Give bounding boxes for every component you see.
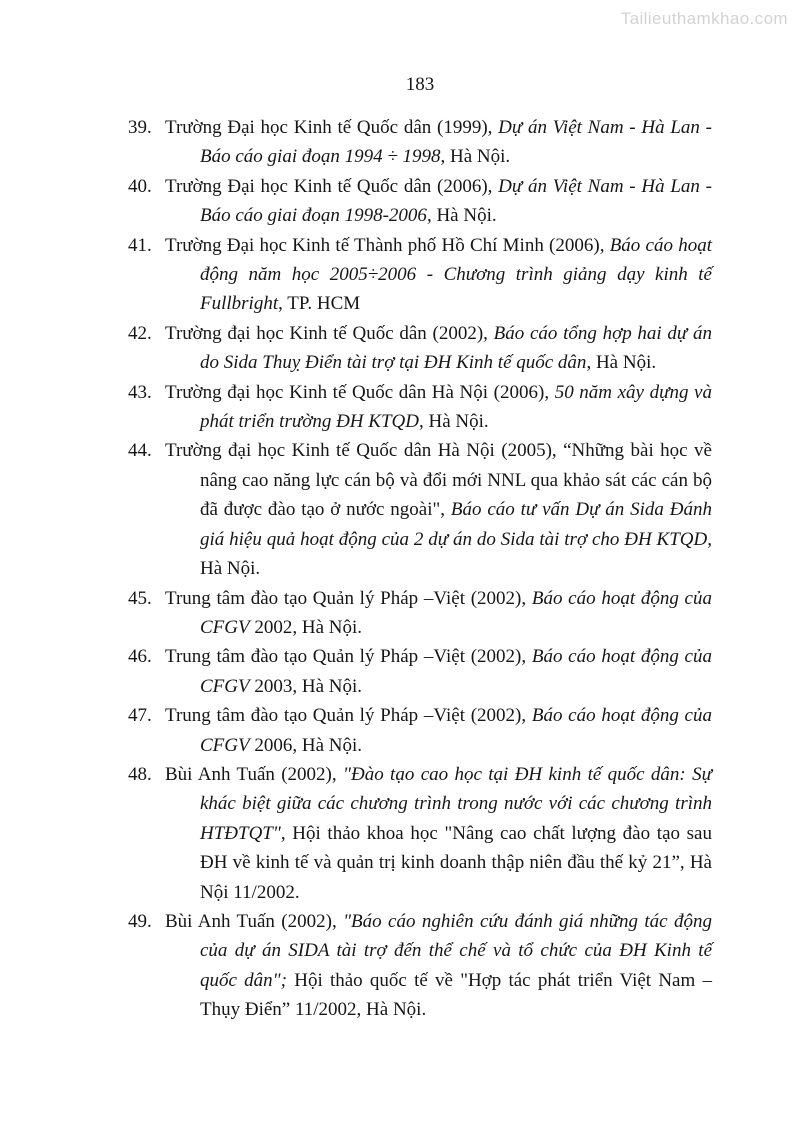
reference-text [165, 323, 712, 373]
reference-number: 43. [128, 381, 152, 403]
text-segment: Trung tâm đào tạo Quản lý Pháp –Việt (2002), [165, 646, 532, 668]
reference-list [128, 113, 712, 1025]
reference-entry [128, 113, 712, 172]
reference-entry [128, 584, 712, 643]
text-segment: Báo cáo tổng hợp hai dự án do Sida Thuỵ Điển tài trợ tại ĐH Kinh tế quốc dân [200, 322, 712, 374]
text-segment: Dự án Việt Nam - Hà Lan - Báo cáo giai đoạn 1998-2006 [200, 175, 712, 227]
text-segment: 2003, Hà Nội. [249, 675, 363, 697]
text-segment: Trung tâm đào tạo Quản lý Pháp –Việt (2002), [165, 705, 532, 727]
text-segment: 2006, Hà Nội. [249, 734, 363, 756]
reference-entry [128, 378, 712, 437]
reference-number: 41. [128, 234, 152, 256]
text-segment: Báo cáo hoạt động năm học 2005÷2006 - Chương trình giảng dạy kinh tế Fullbright [200, 234, 712, 315]
reference-text [165, 440, 712, 579]
reference-text [165, 382, 712, 432]
text-segment: , Hội thảo khoa học "Nâng cao chất lượng đào tạo sau ĐH về kinh tế và quản trị kinh doanh thập niên đầu thế kỷ 21”, Hà Nội 11/2002. [200, 822, 712, 903]
text-segment: 50 năm xây dựng và phát triển trường ĐH KTQD [200, 381, 712, 433]
text-segment: Trường Đại học Kinh tế Thành phố Hồ Chí Minh (2006), [165, 234, 610, 256]
text-segment: Trường đại học Kinh tế Quốc dân Hà Nội (2005), “Những bài học về nâng cao năng lực cán bộ và đổi mới NNL qua khảo sát các cán bộ đã được đào tạo ở nước ngoài", [165, 440, 712, 521]
text-segment: , Hà Nội. [586, 352, 657, 374]
reference-entry [128, 907, 712, 1025]
reference-text [165, 235, 712, 315]
text-segment: Hà Nội. [200, 558, 261, 580]
reference-text [165, 705, 712, 755]
text-segment: "Đào tạo cao học tại ĐH kinh tế quốc dân: Sự khác biệt giữa các chương trình trong nước với các chương trình HTĐTQT" [200, 763, 712, 844]
reference-number: 44. [128, 440, 152, 462]
reference-entry [128, 319, 712, 378]
reference-number: 49. [128, 910, 152, 932]
page-content [128, 0, 712, 1025]
reference-entry [128, 642, 712, 701]
reference-text [165, 176, 712, 226]
reference-text [165, 646, 712, 696]
text-segment: , Hà Nội. [426, 205, 497, 227]
reference-entry [128, 436, 712, 583]
text-segment: Bùi Anh Tuấn (2002), [165, 910, 344, 932]
reference-number: 47. [128, 705, 152, 727]
reference-entry [128, 231, 712, 319]
text-segment: 2002, Hà Nội. [249, 616, 363, 638]
reference-number: 39. [128, 117, 152, 138]
text-segment: "Báo cáo nghiên cứu đánh giá những tác động của dự án SIDA tài trợ đến thể chế và tổ chức của ĐH Kinh tế quốc dân"; [200, 910, 712, 991]
text-segment: Báo cáo hoạt động của CFGV [200, 705, 712, 756]
text-segment: Báo cáo hoạt động của CFGV [200, 587, 712, 638]
reference-text [165, 911, 712, 1020]
text-segment: , TP. HCM [278, 293, 361, 315]
reference-entry [128, 172, 712, 231]
reference-number: 48. [128, 763, 152, 785]
reference-entry [128, 760, 712, 907]
text-segment: Báo cáo tư vấn Dự án Sida Đánh giá hiệu quả hoạt động của 2 dự án do Sida tài trợ cho ĐH KTQD, [200, 499, 713, 550]
text-segment: Bùi Anh Tuấn (2002), [165, 763, 343, 785]
text-segment: Dự án Việt Nam - Hà Lan - Báo cáo giai đoạn 1994 ÷ 1998 [200, 117, 712, 168]
text-segment: Trường đại học Kinh tế Quốc dân Hà Nội (2006), [165, 381, 555, 403]
text-segment: , Hà Nội. [440, 146, 511, 168]
reference-number: 40. [128, 175, 152, 197]
reference-number: 42. [128, 322, 152, 344]
text-segment: , Hà Nội. [418, 411, 489, 433]
text-segment: Trung tâm đào tạo Quản lý Pháp –Việt (2002), [165, 587, 532, 609]
reference-text [165, 588, 712, 638]
text-segment: Trường đại học Kinh tế Quốc dân (2002), [165, 322, 494, 344]
reference-number: 45. [128, 587, 152, 609]
watermark: Tailieuthamkhao.com [620, 9, 788, 28]
text-segment: Trường Đại học Kinh tế Quốc dân (1999), [165, 117, 499, 138]
reference-text [165, 764, 712, 903]
reference-entry [128, 701, 712, 760]
reference-number: 46. [128, 646, 152, 668]
text-segment: Hội thảo quốc tế về "Hợp tác phát triển Việt Nam – Thụy Điển” 11/2002, Hà Nội. [200, 969, 712, 1021]
page-number: 183 [405, 74, 435, 95]
text-segment: Báo cáo hoạt động của CFGV [200, 646, 712, 697]
reference-text [165, 117, 712, 167]
text-segment: Trường Đại học Kinh tế Quốc dân (2006), [165, 175, 499, 197]
